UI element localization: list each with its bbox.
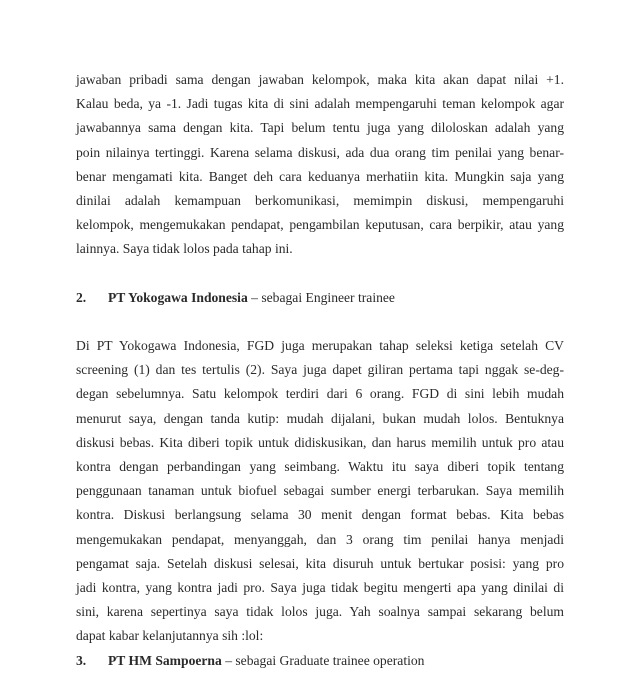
- text-line: diskusi bebas. Kita diberi topik untuk didiskusikan, dan harus memilih untuk pro atau: [76, 434, 564, 450]
- text-line: poin nilainya tertinggi. Karena selama diskusi, ada dua orang tim penilai yang benar-: [76, 144, 564, 160]
- section-heading-2: [76, 286, 564, 310]
- text-line: screening (1) dan tes tertulis (2). Saya juga dapet giliran pertama tapi nggak se-deg-: [76, 362, 564, 378]
- paragraph-fgd-scoring: [76, 68, 564, 262]
- text-line: dinilai adalah kemampuan berkomunikasi, memimpin diskusi, mempengaruhi: [76, 192, 564, 208]
- text-line: benar mengamati kita. Banget deh cara keduanya merhatiin kita. Mungkin saja yang: [76, 168, 564, 184]
- text-line: kelompok, mengemukakan pendapat, pengambilan keputusan, cara berpikir, atau yang: [76, 217, 564, 233]
- heading-number: 3.: [76, 652, 87, 668]
- document-page: [76, 68, 564, 673]
- text-line: jadi kontra, yang kontra jadi pro. Saya juga tidak begitu mengerti apa yang dinilai di: [76, 579, 564, 595]
- heading-role: – sebagai Graduate trainee operation: [221, 652, 425, 668]
- text-line: kontra dengan perbandingan yang seimbang. Waktu itu saya diberi topik tentang: [76, 459, 564, 475]
- text-line: pengamat saja. Setelah diskusi selesai, kita disuruh untuk bertukar posisi: yang pro: [76, 555, 564, 571]
- heading-role: – sebagai Engineer trainee: [247, 289, 395, 305]
- text-line: dapat kabar kelanjutannya sih :lol:: [76, 628, 264, 644]
- text-line: Di PT Yokogawa Indonesia, FGD juga merupakan tahap seleksi ketiga setelah CV: [76, 338, 564, 354]
- paragraph-yokogawa: [76, 334, 564, 648]
- spacer: [76, 262, 564, 286]
- text-line: mengemukakan pendapat, menyanggah, dan 3 orang tim penilai hanya menjadi: [76, 531, 564, 547]
- text-line: jawabannya sama dengan kita. Tapi belum tentu juga yang diloloskan adalah yang: [76, 120, 564, 136]
- text-line: sini, karena sepertinya saya tidak lolos juga. Yah soalnya sampai sekarang belum: [76, 604, 564, 620]
- heading-company: PT Yokogawa Indonesia: [108, 289, 248, 305]
- text-line: degan sebelumnya. Satu kelompok terdiri dari 6 orang. FGD di sini lebih mudah: [76, 386, 564, 402]
- text-line: kontra. Diskusi berlangsung selama 30 menit dengan format bebas. Kita bebas: [76, 507, 564, 523]
- section-heading-3: [76, 649, 564, 673]
- text-line: menurut saya, dengan tanda kutip: mudah dijalani, bukan mudah lolos. Bentuknya: [76, 410, 564, 426]
- text-line: jawaban pribadi sama dengan jawaban kelompok, maka kita akan dapat nilai +1.: [76, 72, 564, 87]
- spacer: [76, 310, 564, 334]
- text-line: penggunaan tanaman untuk biofuel sebagai sumber energi terbarukan. Saya memilih: [76, 483, 564, 499]
- text-line: Kalau beda, ya -1. Jadi tugas kita di sini adalah mempengaruhi teman kelompok agar: [76, 96, 564, 112]
- heading-number: 2.: [76, 289, 87, 305]
- heading-company: PT HM Sampoerna: [108, 652, 222, 668]
- text-line: lainnya. Saya tidak lolos pada tahap ini.: [76, 241, 293, 257]
